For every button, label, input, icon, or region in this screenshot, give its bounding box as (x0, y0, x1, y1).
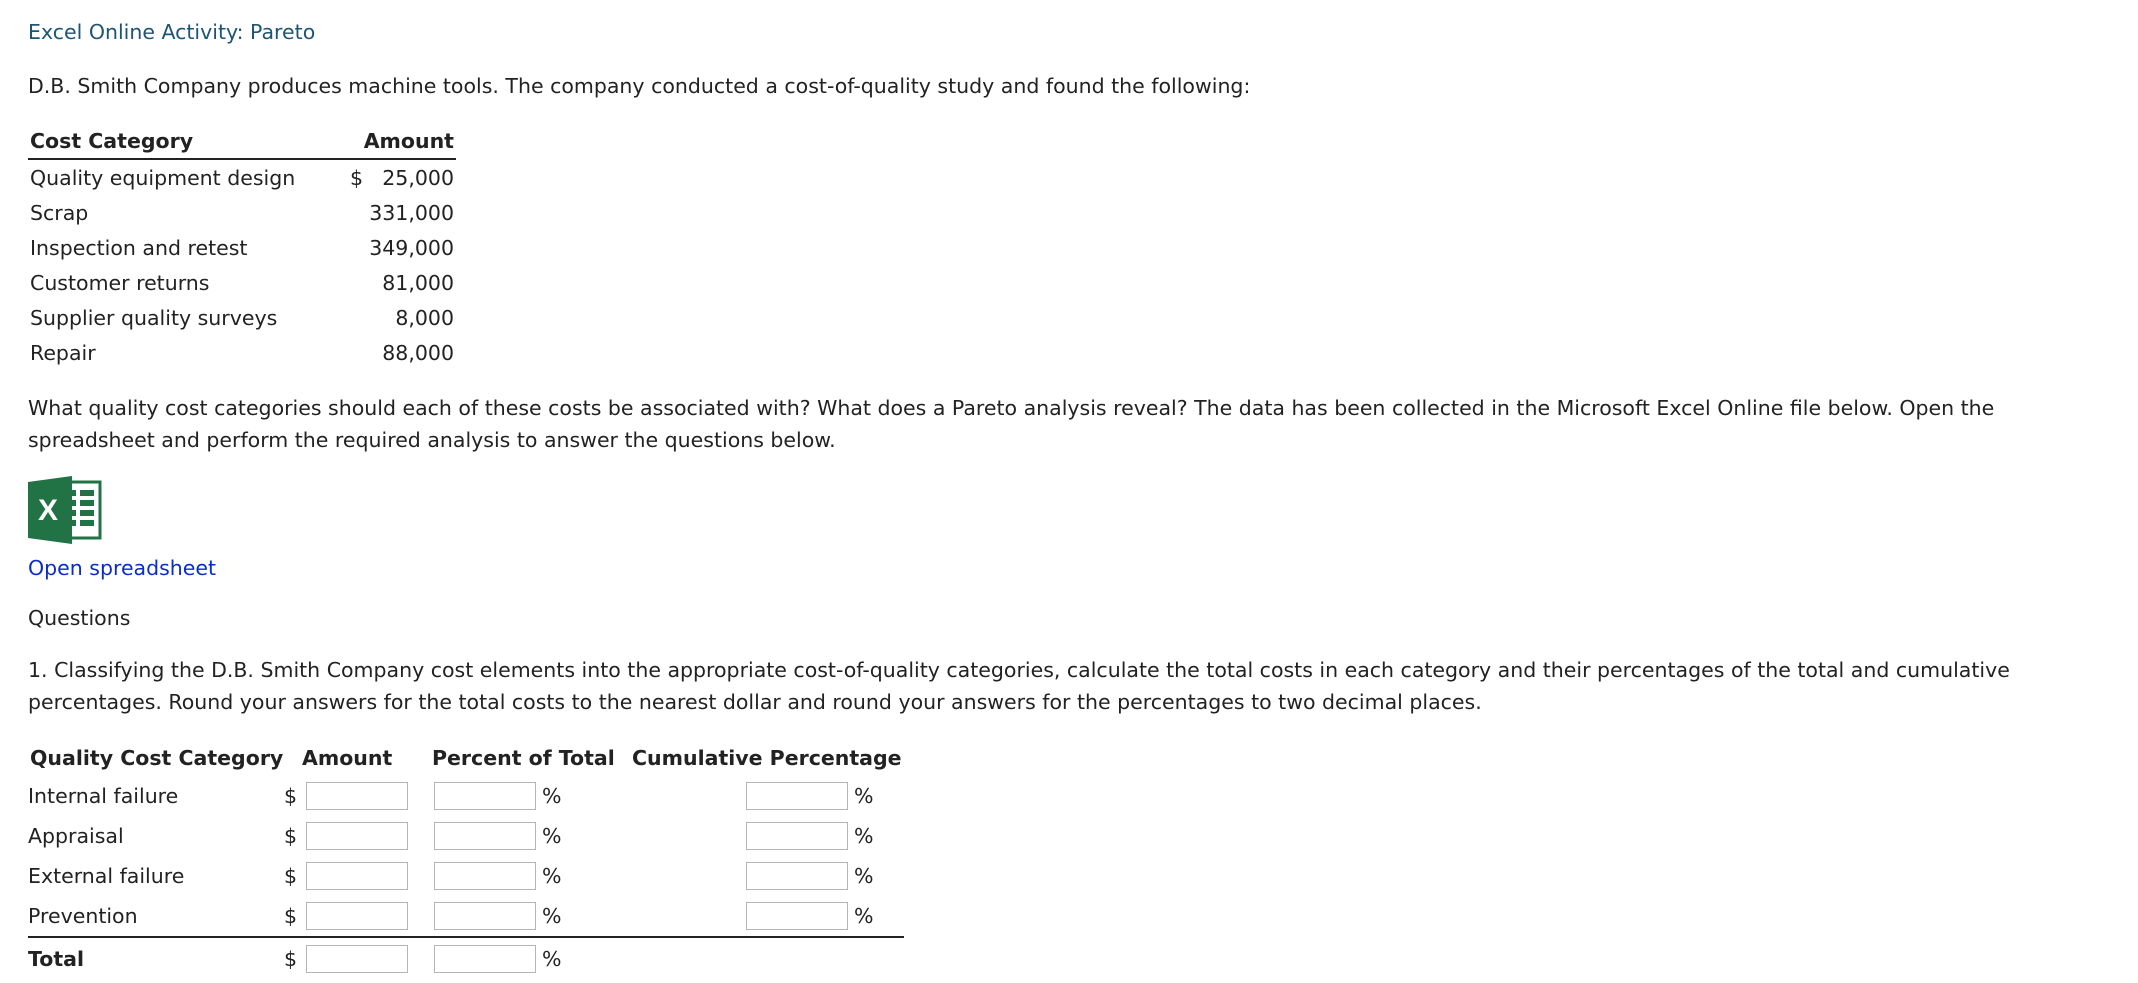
cumulative-input[interactable] (746, 902, 848, 930)
table-row (28, 816, 904, 856)
amount-input[interactable] (306, 822, 408, 850)
currency-symbol: $ (284, 904, 298, 928)
total-row (28, 937, 904, 980)
cost-category: Supplier quality surveys (30, 305, 278, 330)
page-title: Excel Online Activity: Pareto (28, 20, 316, 44)
cost-amount: 331,000 (369, 200, 454, 225)
cumulative-input[interactable] (746, 782, 848, 810)
cost-amount: 349,000 (369, 235, 454, 260)
quality-cost-category: Internal failure (28, 784, 179, 808)
amount-input[interactable] (306, 862, 408, 890)
percent-sign: % (542, 904, 562, 928)
currency-symbol: $ (350, 165, 364, 190)
percent-sign: % (542, 947, 562, 971)
amount-input[interactable] (306, 782, 408, 810)
total-label: Total (28, 937, 302, 980)
currency-symbol: $ (284, 784, 298, 808)
cost-category-header: Cost Category (28, 124, 348, 159)
percent-sign: % (854, 784, 874, 808)
question-1-text: 1. Classifying the D.B. Smith Company cost elements into the appropriate cost-of-quality categories, calculate the total costs in each category and their percentages of the total and cumulative percentages. Round your answers for the total costs to the nearest dollar and round your answers for the percentages to two decimal places. (28, 658, 2010, 714)
total-percent-input[interactable] (434, 945, 536, 973)
intro-text: D.B. Smith Company produces machine tools. The company conducted a cost-of-quality study and found the following: (28, 74, 1251, 98)
answer-table (28, 740, 904, 980)
currency-symbol: $ (284, 824, 298, 848)
amount-header: Amount (348, 124, 456, 159)
total-amount-input[interactable] (306, 945, 408, 973)
question-text: What quality cost categories should each of these costs be associated with? What does a Pareto analysis reveal? The data has been collected in the Microsoft Excel Online file below. Open the spreadsheet and perform the required analysis to answer the questions below. (28, 396, 1995, 452)
percent-input[interactable] (434, 902, 536, 930)
cost-table (28, 124, 456, 370)
percent-input[interactable] (434, 782, 536, 810)
cost-category: Repair (30, 340, 96, 365)
cost-category: Inspection and retest (30, 235, 248, 260)
percent-sign: % (854, 864, 874, 888)
currency-symbol: $ (284, 864, 298, 888)
table-row (28, 195, 456, 230)
quality-cost-category-header: Quality Cost Category (30, 746, 284, 770)
cost-amount: 88,000 (382, 340, 454, 365)
table-row (28, 776, 904, 816)
cumulative-input[interactable] (746, 822, 848, 850)
quality-cost-category: External failure (28, 864, 185, 888)
cost-amount: 81,000 (382, 270, 454, 295)
amount-input[interactable] (306, 902, 408, 930)
open-spreadsheet-link[interactable]: Open spreadsheet (28, 556, 217, 580)
percent-sign: % (542, 864, 562, 888)
table-row (28, 300, 456, 335)
cost-category: Customer returns (30, 270, 210, 295)
percent-input[interactable] (434, 822, 536, 850)
svg-text:X: X (37, 494, 59, 527)
table-row (28, 896, 904, 937)
table-row (28, 159, 456, 195)
currency-symbol: $ (284, 947, 298, 971)
table-row (28, 230, 456, 265)
table-row (28, 335, 456, 370)
percent-sign: % (854, 904, 874, 928)
cost-category: Quality equipment design (30, 165, 296, 190)
excel-icon[interactable] (28, 476, 102, 544)
percent-sign: % (542, 784, 562, 808)
percent-sign: % (542, 824, 562, 848)
cumulative-percentage-header: Cumulative Percentage (632, 746, 902, 770)
cost-amount: 8,000 (395, 305, 454, 330)
quality-cost-category: Prevention (28, 904, 138, 928)
quality-cost-category: Appraisal (28, 824, 124, 848)
percent-of-total-header: Percent of Total (432, 746, 615, 770)
questions-heading: Questions (28, 606, 131, 630)
cost-category: Scrap (30, 200, 89, 225)
cost-amount: 25,000 (382, 165, 454, 190)
table-row (28, 856, 904, 896)
table-row (28, 265, 456, 300)
cumulative-input[interactable] (746, 862, 848, 890)
percent-input[interactable] (434, 862, 536, 890)
amount-header: Amount (302, 746, 393, 770)
percent-sign: % (854, 824, 874, 848)
